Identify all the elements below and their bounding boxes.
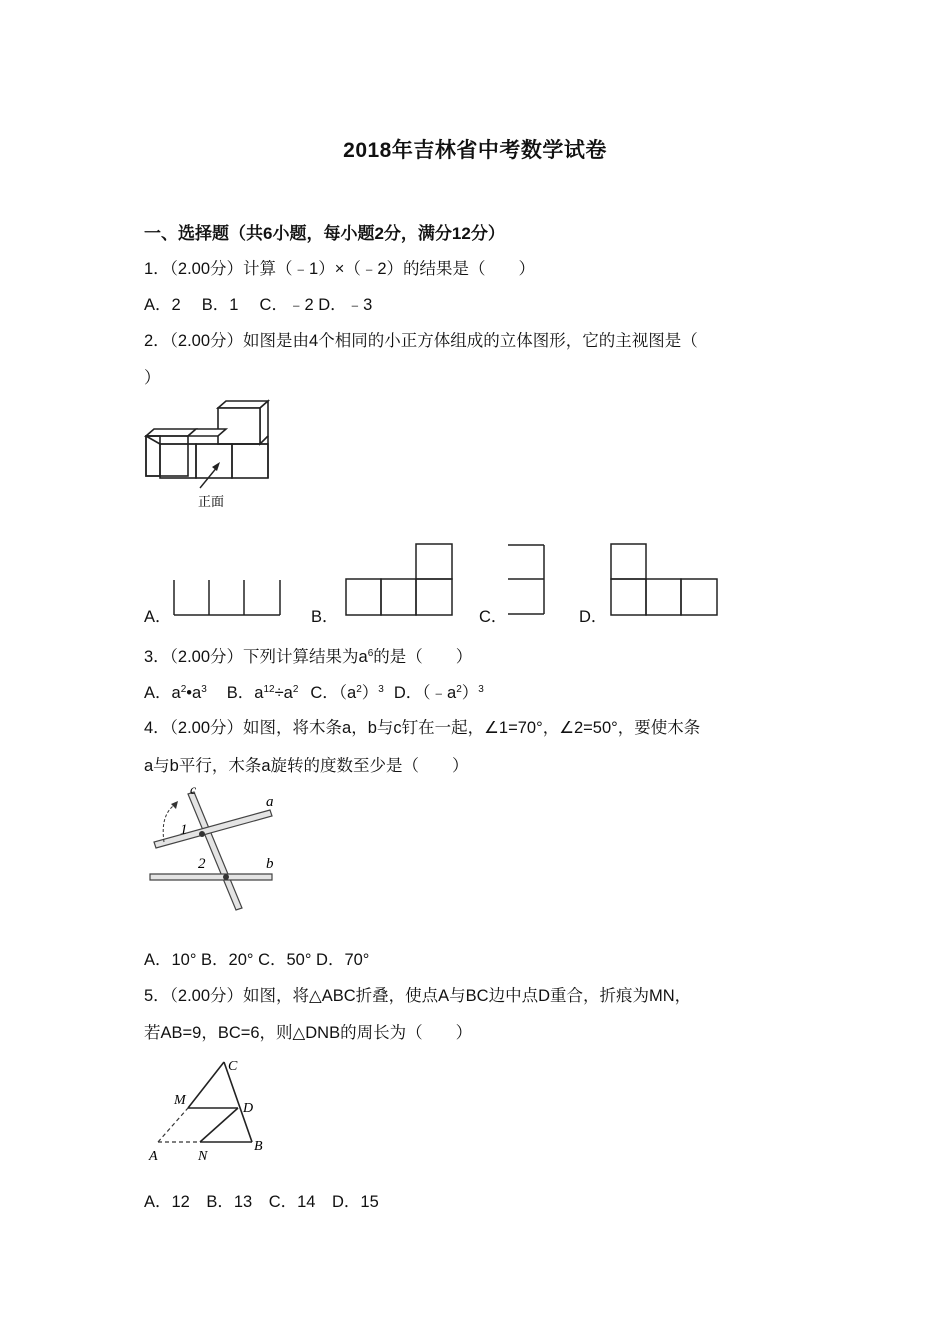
question-5-text: 5．（2.00分）如图，将△ABC折叠，使点A与BC边中点D重合，折痕为MN， xyxy=(144,987,692,1005)
question-3-options: A．$a^2•a^3$ B．$a^{12}\div a^2$ C．$(a^2)^3$ D．$(﹣a^2)^3$ xyxy=(144,684,484,702)
option-d-figure xyxy=(609,542,721,618)
option-a-figure xyxy=(172,578,284,618)
point-m-label: M xyxy=(174,1093,186,1108)
option-c-label: C． xyxy=(479,608,508,626)
option-b-figure xyxy=(344,542,456,618)
option-c-figure xyxy=(506,542,550,618)
label-c: c xyxy=(190,784,197,798)
option-a-label: A． xyxy=(144,608,172,626)
point-n-label: N xyxy=(198,1149,208,1164)
section-heading: 一、选择题（共6小题，每小题2分，满分12分） xyxy=(144,224,505,243)
point-a-label: A xyxy=(149,1149,158,1164)
angle-2-label: 2 xyxy=(198,856,206,872)
angle-1-label: 1 xyxy=(180,822,188,838)
question-4-text-cont: a与b平行，木条a旋转的度数至少是（ ） xyxy=(144,757,469,775)
question-5-options: A．12 B．13 C．14 D．15 xyxy=(144,1193,379,1211)
option-d-label: D． xyxy=(579,608,608,626)
label-a: a xyxy=(266,794,274,810)
question-2-text-cont: ） xyxy=(144,369,161,387)
question-4-text: 4．（2.00分）如图，将木条a，b与c钉在一起，∠1=70°，∠2=50°，要使木条 xyxy=(144,719,701,737)
wood-strips-figure xyxy=(144,784,284,914)
question-5-text-cont: 若AB=9，BC=6，则△DNB的周长为（ ） xyxy=(144,1024,473,1042)
option-b-label: B． xyxy=(311,608,339,626)
question-2-text: 2．（2.00分）如图是由4个相同的小正方体组成的立体图形，它的主视图是（ xyxy=(144,332,698,350)
question-1-options: A．2 B．1 C．﹣2 D．﹣3 xyxy=(144,296,373,314)
point-d-label: D xyxy=(243,1101,254,1116)
label-b: b xyxy=(266,856,274,872)
front-label: 正面 xyxy=(198,495,225,510)
point-b-label: B xyxy=(254,1139,263,1154)
cube-stack-figure xyxy=(140,396,275,516)
triangle-fold-figure xyxy=(144,1054,274,1166)
question-3-text: 3．（2.00分）下列计算结果为$a^6$的是（ ） xyxy=(144,648,473,666)
document-title: 2018年吉林省中考数学试卷 xyxy=(343,139,607,162)
question-4-options: A．10° B．20° C．50° D．70° xyxy=(144,951,370,969)
point-c-label: C xyxy=(228,1059,238,1074)
question-1-text: 1．（2.00分）计算（﹣1）×（﹣2）的结果是（ ） xyxy=(144,260,536,278)
